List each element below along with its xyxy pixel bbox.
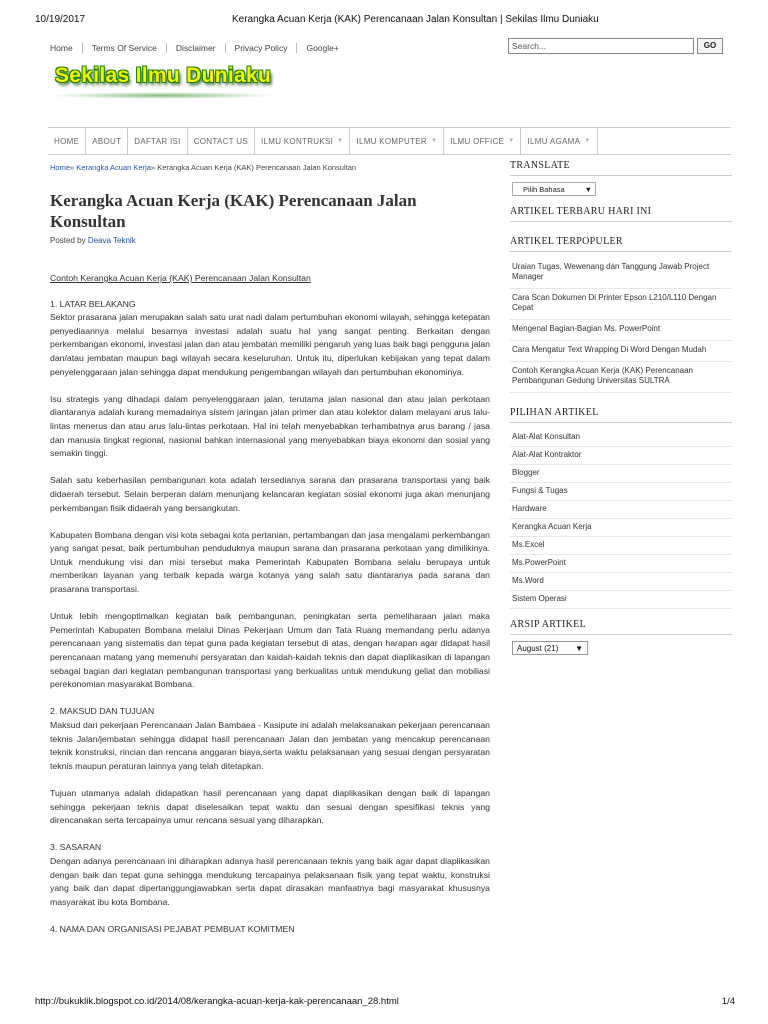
top-nav-disclaimer[interactable]: Disclaimer: [166, 43, 225, 53]
chevron-down-icon: ▼: [337, 138, 344, 144]
nav-contact[interactable]: [188, 128, 255, 154]
nav-daftar-isi-label: DAFTAR ISI: [134, 136, 181, 146]
popular-item[interactable]: Cara Mengatur Text Wrapping Di Word Dengan Mudah: [510, 341, 732, 362]
category-item[interactable]: Ms.PowerPoint: [510, 555, 732, 573]
spacer: [510, 609, 732, 619]
print-title: Kerangka Acuan Kerja (KAK) Perencanaan Jalan Konsultan | Sekilas Ilmu Duniaku: [232, 14, 599, 25]
paragraph: Tujuan utamanya adalah didapatkan hasil perencanaan yang dapat diaplikasikan dengan baik di lapangan sehingga pekerjaan teknis dapat diselesaikan tepat waktu dan sesuai dengan spesifikasi teknis yang direncanakan serta tercapainya umur rencana sesuai yang diharapkan.: [50, 787, 490, 826]
nav-about-label: ABOUT: [92, 136, 122, 146]
category-item[interactable]: Alat-Alat Konsultan: [510, 429, 732, 447]
sidebar: [510, 160, 732, 655]
top-nav-privacy[interactable]: Privacy Policy: [225, 43, 297, 53]
print-page-number: 1/4: [721, 996, 735, 1007]
archive-select-value: August (21): [517, 643, 559, 653]
nav-ilmu-kontruksi-label: ILMU KONTRUKSI: [260, 136, 334, 146]
spacer: [510, 393, 732, 407]
translate-title: TRANSLATE: [510, 160, 732, 176]
terbaru-title: ARTIKEL TERBARU HARI INI: [510, 206, 732, 222]
breadcrumb: [50, 163, 356, 172]
nav-ilmu-agama[interactable]: [521, 128, 597, 154]
popular-item[interactable]: Uraian Tugas, Wewenang dan Tanggung Jawab Project Manager: [510, 258, 732, 289]
popular-item[interactable]: Contoh Kerangka Acuan Kerja (KAK) Perencanaan Pembangunan Gedung Universitas SULTRA: [510, 362, 732, 393]
category-item[interactable]: Blogger: [510, 465, 732, 483]
chevron-down-icon: ▼: [584, 184, 592, 194]
post-title: Kerangka Acuan Kerja (KAK) Perencanaan Jalan Konsultan: [50, 191, 417, 231]
category-item[interactable]: Ms.Excel: [510, 537, 732, 555]
section-heading: 4. NAMA DAN ORGANISASI PEJABAT PEMBUAT KOMITMEN: [50, 923, 295, 934]
archive-select[interactable]: [512, 641, 588, 655]
nav-home-label: HOME: [54, 136, 80, 146]
paragraph: Salah satu keberhasilan pembangunan kota adalah tersedianya sarana dan prasarana transportasi yang baik didaerah tersebut. Selain berperan dalam menunjang kelancaran kegiatan sosial ekonomi juga akan menunjang perkembangan fisik didaerah yang bersangkutan.: [50, 475, 490, 513]
chevron-down-icon: ▼: [584, 138, 591, 144]
language-select-value: Pilih Bahasa: [523, 184, 565, 194]
logo-glow: [48, 92, 276, 99]
category-item[interactable]: Kerangka Acuan Kerja: [510, 519, 732, 537]
populer-title: ARTIKEL TERPOPULER: [510, 236, 732, 252]
breadcrumb-current: Kerangka Acuan Kerja (KAK) Perencanaan Jalan Konsultan: [157, 163, 357, 172]
site-logo[interactable]: Sekilas Ilmu Duniaku: [55, 64, 272, 87]
paragraph: Maksud dari pekerjaan Perencanaan Jalan Bambaea - Kasipute ini adalah melaksanakan pekerjaan perencanaan teknis Jalan/jembatan sehingga didapat hasil perencanaan Jalan dan jembatan yang mencakup perencanaan teknik konstruksi, rincian dan rencana anggaran biaya,serta waktu pelaksanaan yang sesuai dengan persyaratan teknis maupun peraturan lainnya yang telah ditetapkan.: [50, 720, 490, 771]
nav-about[interactable]: [86, 128, 128, 154]
nav-ilmu-office[interactable]: [444, 128, 521, 154]
chevron-down-icon: ▼: [431, 138, 438, 144]
paragraph: Sektor prasarana jalan merupakan salah satu urat nadi dalam pertumbuhan ekonomi wilayah, sehingga ketepatan penyediaannya melalui besarnya investasi adalah suatu hal yang sangat penting. Berkaitan dengan perkembangan ekonomi, investasi jalan dan atau jembatan memiliki pengaruh yang luas baik bagi pengguna jalan dan/atau jembatan maupun bagi wilayah secara keseluruhan. Untuk itu, diperlukan kebijakan yang tepat dalam penyelenggaraan jalan sehingga dapat mendukung pengembangan wilayah dan pertumbuhan ekonominya.: [50, 312, 490, 377]
category-item[interactable]: Hardware: [510, 501, 732, 519]
top-nav-google-plus[interactable]: Google+: [296, 43, 347, 53]
search-input[interactable]: Search...: [508, 38, 694, 54]
breadcrumb-home[interactable]: Home: [50, 163, 71, 172]
breadcrumb-category[interactable]: Kerangka Acuan Kerja: [76, 163, 151, 172]
paragraph: Isu strategis yang dihadapi dalam penyelenggaraan jalan, terutama jalan nasional dan atau jalan perkotaan diantaranya adalah kurang memadainya sistem jaringan jalan primer dan atau kolektor dalam melayani arus lalu-lintas menerus dan atau arus lalu-lintas perkotaan. Hal ini telah menyebabkan terhambatnya arus barang / jasa dan manusia tingkat regional, nasional bahkan internasional yang menyebabkan biaya ekonomi dan sosial yang semakin tinggi.: [50, 393, 490, 459]
paragraph: Kabupaten Bombana dengan visi kota sebagai kota pertanian, pertambangan dan jasa mengalami perkembangan yang sangat pesat, baik pertumbuhan penduduknya maupun sarana dan prasarana perkotaan yang dimilikinya. Untuk mendukung visi dan misi tersebut maka Pemerintah Kabupaten Bombana selalu berupaya untuk memberikan layanan yang terbaik kepada warga kotanya yang salah satu diantaranya pada sarana dan prasarana transportasi.: [50, 529, 490, 595]
nav-ilmu-agama-label: ILMU AGAMA: [527, 136, 581, 146]
section-heading: 3. SASARAN: [50, 842, 102, 853]
paragraph: Untuk lebih mengoptimalkan kegiatan baik pembangunan, peningkatan serta pemeliharaan jalan maka Pemerintah Kabupaten Bombana melalui Dinas Pekerjaan Umum dan Tata Ruang memandang perlu adanya perencanaan yang sistematis dan tepat guna pada kegiatan tersebut di atas, dengan harapan agar didapat hasil perencanaan matang yang memenuhi persyaratan dan kaidah-kaidah teknis dan dapat diaplikasikan di lapangan sebagai bagian dari kegiatan pembangunan transportasi yang berkualitas untuk mendukung geliat dan mobiliasi perekonomian masyarakat Bombana.: [50, 611, 490, 690]
nav-contact-label: CONTACT US: [193, 136, 248, 146]
category-item[interactable]: Sistem Operasi: [510, 591, 732, 609]
nav-daftar-isi[interactable]: [128, 128, 187, 154]
language-select[interactable]: [512, 182, 596, 196]
section-heading: 2. MAKSUD DAN TUJUAN: [50, 706, 155, 717]
post-subtitle: Contoh Kerangka Acuan Kerja (KAK) Perencanaan Jalan Konsultan: [50, 273, 311, 283]
post-body: [50, 272, 490, 937]
popular-list: [510, 258, 732, 393]
paragraph: Dengan adanya perencanaan ini diharapkan adanya hasil perencanaan teknis yang baik agar dapat diaplikasikan dengan baik dan tepat guna sehingga mendukung tercapainya pelaksanaan fisik yang tepat waktu, konstruksi yang baik dan dapat dipertanggungjawabkan serta dapat dirasakan manfaatnya bagi masyarakat khususnya masyarakat ibu kota Bombana.: [50, 855, 490, 907]
search-go-button[interactable]: GO: [697, 38, 723, 54]
popular-item[interactable]: Mengenal Bagian-Bagian Ms. PowerPoint: [510, 320, 732, 341]
nav-ilmu-komputer-label: ILMU KOMPUTER: [356, 136, 427, 146]
category-item[interactable]: Ms.Word: [510, 573, 732, 591]
main-nav: [48, 127, 731, 155]
breadcrumb-separator: »: [150, 163, 158, 172]
chevron-down-icon: ▼: [575, 643, 583, 653]
arsip-title: ARSIP ARTIKEL: [510, 619, 732, 635]
spacer: [510, 228, 732, 236]
category-list: [510, 429, 732, 609]
top-nav-terms[interactable]: Terms Of Service: [82, 43, 166, 53]
section-heading: 1. LATAR BELAKANG: [50, 298, 136, 309]
nav-home[interactable]: [48, 128, 86, 154]
top-nav-home[interactable]: Home: [50, 43, 73, 53]
nav-ilmu-office-label: ILMU OFFICE: [450, 136, 505, 146]
nav-ilmu-komputer[interactable]: [350, 128, 444, 154]
category-item[interactable]: Fungsi & Tugas: [510, 483, 732, 501]
print-url: http://bukuklik.blogspot.co.id/2014/08/kerangka-acuan-kerja-kak-perencanaan_28.html: [35, 996, 399, 1007]
post-meta: [50, 236, 136, 245]
post-author-link[interactable]: Deava Teknik: [87, 236, 136, 245]
chevron-down-icon: ▼: [508, 138, 515, 144]
nav-ilmu-kontruksi[interactable]: [255, 128, 350, 154]
print-date: 10/19/2017: [35, 14, 86, 25]
top-nav: [48, 40, 348, 56]
breadcrumb-separator: »: [70, 163, 77, 172]
category-item[interactable]: Alat-Alat Kontraktor: [510, 447, 732, 465]
popular-item[interactable]: Cara Scan Dokumen Di Printer Epson L210/L110 Dengan Cepat: [510, 289, 732, 320]
pilihan-title: PILIHAN ARTIKEL: [510, 407, 732, 423]
posted-by-label: Posted by: [50, 236, 88, 245]
